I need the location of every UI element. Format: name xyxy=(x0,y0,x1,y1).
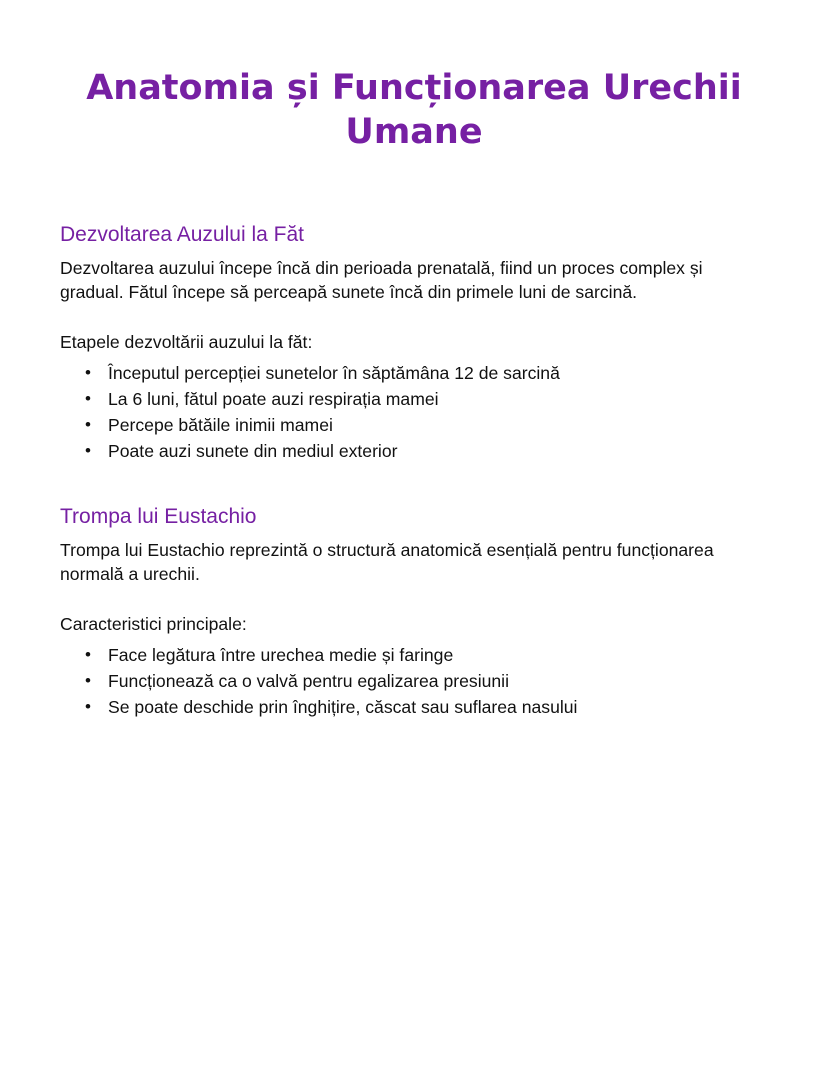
list-item xyxy=(60,360,770,386)
list-item xyxy=(60,412,770,438)
section-paragraph: Trompa lui Eustachio reprezintă o structură anatomică esențială pentru funcționarea normală a urechii. xyxy=(60,540,714,584)
bullet-icon: • xyxy=(85,645,91,664)
list-item-text: La 6 luni, fătul poate auzi respirația mamei xyxy=(108,389,439,409)
bullet-list xyxy=(60,642,770,720)
document-title: Anatomia și Funcționarea Urechii Umane xyxy=(86,68,742,152)
list-item xyxy=(60,642,770,668)
bullet-icon: • xyxy=(85,697,91,716)
list-intro: Etapele dezvoltării auzului la făt: xyxy=(60,332,313,352)
list-item-text: Poate auzi sunete din mediul exterior xyxy=(108,441,398,461)
bullet-icon: • xyxy=(85,363,91,382)
list-item xyxy=(60,438,770,464)
list-item-text: Funcționează ca o valvă pentru egalizarea presiunii xyxy=(108,671,509,691)
bullet-icon: • xyxy=(85,415,91,434)
list-intro: Caracteristici principale: xyxy=(60,614,247,634)
bullet-icon: • xyxy=(85,441,91,460)
list-item xyxy=(60,386,770,412)
list-item xyxy=(60,668,770,694)
section-paragraph: Dezvoltarea auzului începe încă din perioada prenatală, fiind un proces complex și gradual. Fătul începe să perceapă sunete încă din primele luni de sarcină. xyxy=(60,258,703,302)
list-item-text: Face legătura între urechea medie și faringe xyxy=(108,645,454,665)
bullet-icon: • xyxy=(85,671,91,690)
list-item-text: Percepe bătăile inimii mamei xyxy=(108,415,333,435)
section-fetal-hearing xyxy=(60,222,770,464)
bullet-icon: • xyxy=(85,389,91,408)
section-eustachian-tube xyxy=(60,504,770,720)
list-item-text: Se poate deschide prin înghițire, căscat sau suflarea nasului xyxy=(108,697,578,717)
list-item xyxy=(60,694,770,720)
bullet-list xyxy=(60,360,770,464)
section-heading: Trompa lui Eustachio xyxy=(60,505,257,528)
list-item-text: Începutul percepției sunetelor în săptămâna 12 de sarcină xyxy=(108,363,560,383)
section-heading: Dezvoltarea Auzului la Făt xyxy=(60,223,304,246)
